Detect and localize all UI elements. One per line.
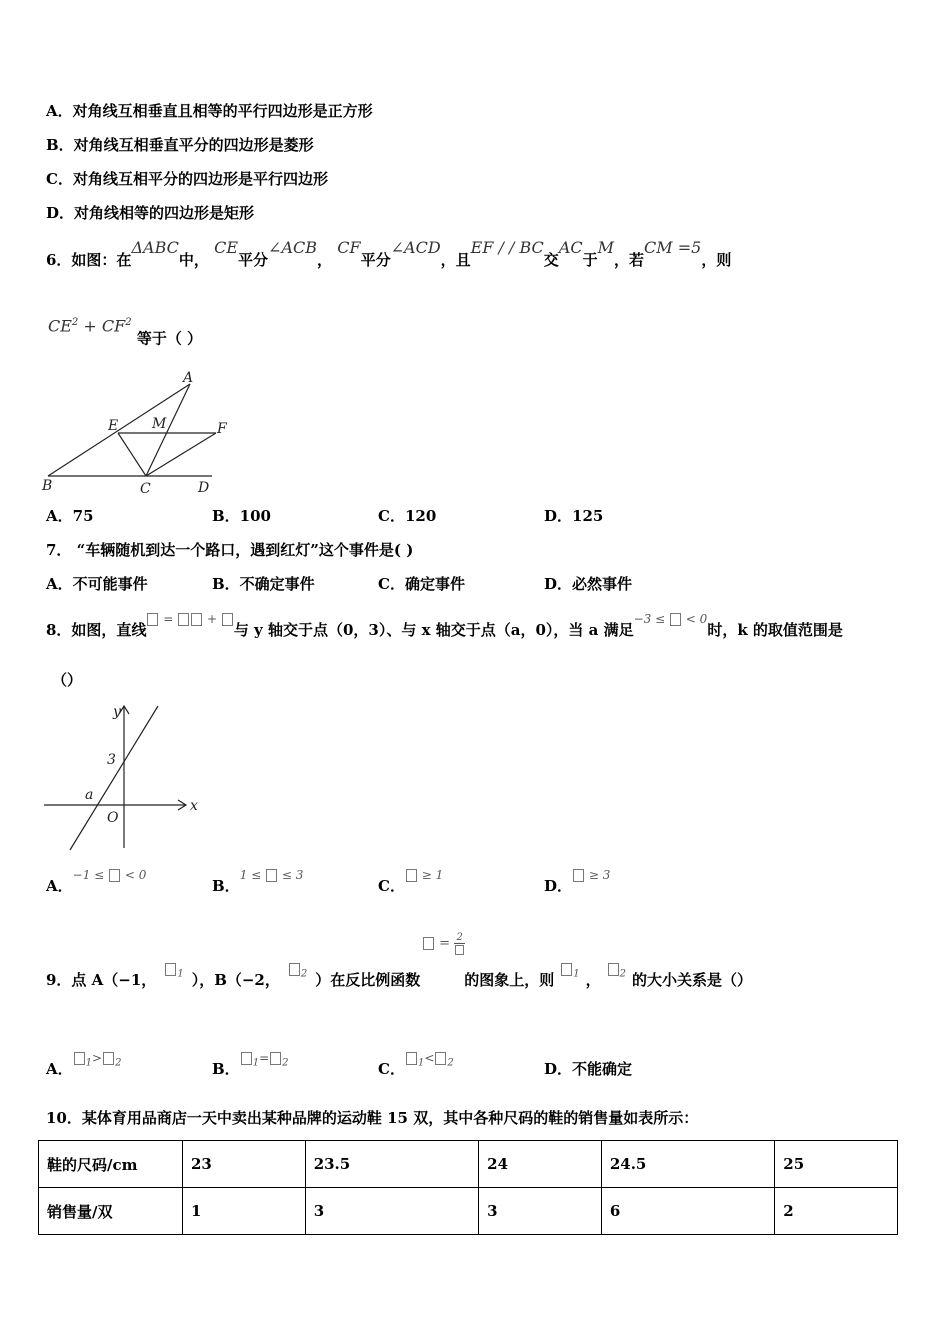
q8-part1: 8．如图，直线 <box>46 621 147 639</box>
q6-stem <box>46 238 732 270</box>
table-cell: 25 <box>775 1141 898 1188</box>
q6-option-c: C．120 <box>378 507 437 525</box>
q9-option-a: A． $^{_1> _2}$ <box>46 1051 122 1078</box>
q6-num: 6．如图：在 <box>46 251 132 269</box>
q6-zhong: 中， <box>178 251 209 269</box>
table-cell: 23 <box>183 1141 306 1188</box>
table-cell: 3 <box>479 1188 602 1235</box>
q10-stem: 10．某体育用品商店一天中卖出某种品牌的运动鞋 15 双，其中各种尺码的鞋的销售量如表所示： <box>46 1109 699 1127</box>
q9-option-b-math: 1= 2 <box>240 1051 289 1065</box>
q9-option-b: B． $^{_1= _2}$ <box>212 1051 289 1078</box>
q6-ze: ，则 <box>701 251 732 269</box>
q6-option-b: B．100 <box>212 507 271 525</box>
q6-m: M <box>597 238 615 257</box>
label-y: y <box>113 704 121 720</box>
q9-function: ）在反比例函数 <box>315 971 421 989</box>
q6-ce: CE <box>214 238 239 257</box>
table-cell: 3 <box>305 1188 478 1235</box>
table-row <box>39 1188 898 1235</box>
q8-option-c-math: ≥ 1 <box>405 868 443 882</box>
q6-yu: 于 <box>582 251 598 269</box>
q7-option-c: C．确定事件 <box>378 575 465 593</box>
q6-ruo: ，若 <box>614 251 645 269</box>
q6-geometry-figure <box>40 366 240 500</box>
q6-cf: CF <box>337 238 361 257</box>
q8-option-d-math: ≥ 3 <box>572 868 610 882</box>
q8-equation-placeholder: = + <box>146 612 233 626</box>
q6-option-d: D．125 <box>544 507 604 525</box>
q7-option-a: A．不可能事件 <box>46 575 148 593</box>
q6-expression <box>48 316 203 348</box>
table-cell: 销售量/双 <box>39 1188 183 1235</box>
q6-angle-acb: ∠ACB <box>268 238 318 257</box>
q8-paren: （） <box>52 671 83 689</box>
q8-option-a: A．$^{-1 \le < 0}$ <box>46 868 147 895</box>
label-m: M <box>152 416 167 432</box>
table-cell: 24.5 <box>601 1141 774 1188</box>
q9-point-a: 9．点 A（−1， <box>46 971 157 989</box>
q8-option-b: B．$^{1 \le \le 3}$ <box>212 868 304 895</box>
q9-stem: 9．点 A（−1， $^{_1}$ ），B（−2， $^{_2}$ ）在反比例函数 的图象上，则 $^{_1}$ ， $^{_2}$ 的大小关系是（） <box>46 970 752 996</box>
label-three: 3 <box>107 752 116 768</box>
table-cell: 23.5 <box>305 1141 478 1188</box>
q5-option-b: B．对角线互相垂直平分的四边形是菱形 <box>46 136 314 154</box>
q5-option-d: D．对角线相等的四边形是矩形 <box>46 204 255 222</box>
label-a: a <box>85 787 94 803</box>
q7-option-d: D．必然事件 <box>544 575 633 593</box>
q7-stem: 7． “车辆随机到达一个路口，遇到红灯”这个事件是( ) <box>46 541 414 559</box>
q9-option-a-math: 1> 2 <box>73 1051 122 1065</box>
label-e: E <box>108 418 119 434</box>
q9-option-c: C． $^{_1< _2}$ <box>378 1051 454 1078</box>
label-origin: O <box>107 810 119 826</box>
graph-line <box>70 706 158 850</box>
label-c: C <box>140 481 151 497</box>
q6-pingfen2: 平分 <box>360 251 391 269</box>
shoe-sales-table <box>38 1140 898 1235</box>
q6-angle-acd: ∠ACD <box>390 238 441 257</box>
q8-inequality: −3 ≤ < 0 <box>633 612 708 626</box>
q6-expr-math: $CE^2 + CF^2$ <box>48 316 132 336</box>
q9-y2: 2 <box>288 962 307 976</box>
q9-y1-ref: 1 <box>560 962 579 976</box>
q6-dengyu: 等于（ ） <box>136 329 203 348</box>
q8-option-b-math: 1 ≤ ≤ 3 <box>239 868 304 882</box>
q6-comma: ， <box>317 251 333 269</box>
q9-option-d: D．不能确定 <box>544 1060 633 1078</box>
q6-ef-parallel-bc: EF / / BC <box>470 238 544 257</box>
q6-option-a: A．75 <box>46 507 94 525</box>
q9-graph: 的图象上，则 <box>464 971 555 989</box>
q5-option-c: C．对角线互相平分的四边形是平行四边形 <box>46 170 328 188</box>
q6-pingfen1: 平分 <box>238 251 269 269</box>
table-cell: 1 <box>183 1188 306 1235</box>
q8-line-graph <box>40 700 210 855</box>
q8-option-c: C． $^{\ge 1}$ <box>378 868 444 895</box>
q9-relation: 的大小关系是（） <box>632 971 753 989</box>
q9-y2-ref: 2 <box>607 962 626 976</box>
table-cell: 2 <box>775 1188 898 1235</box>
line-ec <box>118 433 146 476</box>
table-cell: 6 <box>601 1188 774 1235</box>
label-f: F <box>217 421 227 437</box>
q9-function-formula: = 2 <box>422 932 465 955</box>
q9-y1: 1 <box>164 962 183 976</box>
q8-option-d: D． $^{\ge 3}$ <box>544 868 611 895</box>
q6-jiao: 交 <box>543 251 559 269</box>
q9-option-c-math: 1< 2 <box>405 1051 454 1065</box>
q8-part3: 时，k 的取值范围是 <box>707 621 843 639</box>
q9-point-b: ），B（−2， <box>191 971 280 989</box>
q5-option-a: A．对角线互相垂直且相等的平行四边形是正方形 <box>46 102 373 120</box>
table-cell: 鞋的尺码/cm <box>39 1141 183 1188</box>
q6-qie: ，且 <box>440 251 471 269</box>
label-a: A <box>183 370 194 386</box>
q7-option-b: B．不确定事件 <box>212 575 315 593</box>
label-d: D <box>198 480 210 496</box>
q8-part2: 与 y 轴交于点（0，3）、与 x 轴交于点（a，0），当 a 满足 <box>233 621 634 639</box>
q6-cm: CM =5 <box>644 238 702 257</box>
label-b: B <box>42 478 53 494</box>
table-cell: 24 <box>479 1141 602 1188</box>
table-row <box>39 1141 898 1188</box>
q6-triangle: ΔABC <box>131 238 179 257</box>
label-x: x <box>190 798 198 814</box>
q8-option-a-math: −1 ≤ < 0 <box>72 868 147 882</box>
q6-ac: AC <box>558 238 583 257</box>
